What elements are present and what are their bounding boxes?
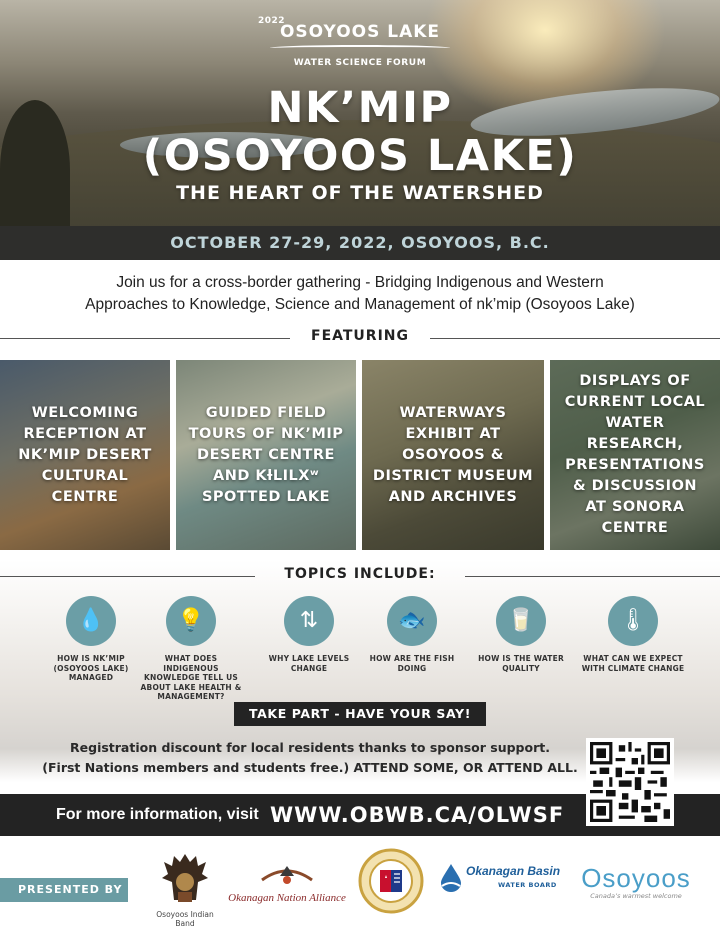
feature-tile-label: DISPLAYS OF CURRENT LOCAL WATER RESEARCH, PRESENTATIONS & DISCUSSION AT SONORA CENTRE bbox=[564, 373, 706, 536]
okanagan-basin-water-board-logo-icon bbox=[438, 862, 464, 892]
partner-caption: Osoyoos Indian Band bbox=[156, 910, 214, 928]
registration-line-1: Registration discount for local residents thanks to sponsor support. bbox=[70, 740, 550, 755]
international-joint-commission-seal-icon bbox=[358, 848, 424, 914]
hero-banner bbox=[0, 0, 720, 226]
partner-international-joint-commission bbox=[356, 848, 426, 918]
feature-tiles bbox=[0, 360, 720, 550]
topic-caption: HOW ARE THE FISH DOING bbox=[369, 654, 455, 673]
water-glass-icon: 🥛 bbox=[496, 596, 546, 646]
featuring-heading bbox=[0, 328, 720, 348]
thermometer-icon: 🌡 bbox=[608, 596, 658, 646]
partner-osoyoos-indian-band bbox=[148, 852, 222, 928]
partner-osoyoos-town bbox=[576, 864, 696, 900]
topic-caption: WHAT DOES INDIGENOUS KNOWLEDGE TELL US ABOUT LAKE HEALTH & MANAGEMENT? bbox=[140, 654, 242, 701]
page-headline bbox=[0, 84, 720, 180]
topic-indigenous-knowledge bbox=[136, 596, 246, 702]
feature-tile-displays bbox=[550, 360, 720, 550]
feature-tile-label: WELCOMING RECEPTION AT NK’MIP DESERT CULTURAL CENTRE bbox=[18, 404, 152, 505]
topics-heading bbox=[0, 566, 720, 586]
registration-line-2: (First Nations members and students free.) ATTEND SOME, OR ATTEND ALL. bbox=[42, 760, 578, 775]
feature-tile-label: WATERWAYS EXHIBIT AT OSOYOOS & DISTRICT MUSEUM AND ARCHIVES bbox=[372, 404, 534, 505]
feature-tile-field-tours bbox=[176, 360, 356, 550]
partner-subcaption: WATER BOARD bbox=[498, 881, 557, 889]
headline-line-2: (OSOYOOS LAKE) bbox=[142, 131, 578, 181]
logo-subtitle: WATER SCIENCE FORUM bbox=[293, 58, 427, 68]
logo-wave-icon bbox=[270, 45, 450, 51]
headline-line-1: NK’MIP bbox=[267, 83, 453, 133]
presented-by-label: PRESENTED BY bbox=[0, 878, 128, 902]
intro-line-2: Approaches to Knowledge, Science and Management of nk’mip (Osoyoos Lake) bbox=[85, 296, 635, 313]
okanagan-nation-alliance-logo-icon bbox=[242, 862, 332, 888]
qr-code-icon[interactable] bbox=[586, 738, 674, 826]
info-lead-text: For more information, visit bbox=[56, 806, 259, 823]
intro-line-1: Join us for a cross-border gathering - Bridging Indigenous and Western bbox=[116, 274, 604, 291]
take-part-banner: TAKE PART - HAVE YOUR SAY! bbox=[234, 702, 486, 726]
partner-caption: Okanagan Nation Alliance bbox=[228, 892, 346, 904]
topic-caption: HOW IS THE WATER QUALITY bbox=[478, 654, 564, 673]
osoyoos-indian-band-logo-icon bbox=[160, 852, 210, 906]
feature-tile-reception bbox=[0, 360, 170, 550]
feature-tile-waterways-exhibit bbox=[362, 360, 544, 550]
partner-caption: Okanagan Basin bbox=[466, 864, 561, 878]
topic-caption: WHY LAKE LEVELS CHANGE bbox=[268, 654, 350, 673]
qr-code-graphic bbox=[590, 742, 670, 822]
topic-caption: WHAT CAN WE EXPECT WITH CLIMATE CHANGE bbox=[581, 654, 685, 673]
logo-year: 2022 bbox=[258, 16, 286, 26]
date-location-band: OCTOBER 27-29, 2022, OSOYOOS, B.C. bbox=[0, 226, 720, 260]
topic-lake-levels bbox=[254, 596, 364, 673]
water-level-icon: ⇅ bbox=[284, 596, 334, 646]
logo-title: OSOYOOS LAKE bbox=[279, 22, 441, 42]
lightbulb-icon: 💡 bbox=[166, 596, 216, 646]
topic-water-quality bbox=[466, 596, 576, 673]
osoyoos-town-logo-icon: Osoyoos bbox=[581, 863, 691, 893]
intro-text bbox=[30, 272, 690, 316]
info-url-link[interactable]: WWW.OBWB.CA/OLWSF bbox=[270, 803, 565, 827]
fish-icon: 🐟 bbox=[387, 596, 437, 646]
feature-tile-label: GUIDED FIELD TOURS OF NK’MIP DESERT CENTRE AND KƚLILXʷ SPOTTED LAKE bbox=[188, 404, 344, 505]
partner-okanagan-nation-alliance bbox=[228, 862, 346, 904]
water-drop-hand-icon: 💧 bbox=[66, 596, 116, 646]
topic-management bbox=[36, 596, 146, 683]
tagline: THE HEART OF THE WATERSHED bbox=[176, 182, 544, 204]
featuring-label: FEATURING bbox=[311, 328, 409, 344]
registration-text bbox=[36, 738, 584, 778]
partner-subcaption: Canada’s warmest welcome bbox=[590, 892, 682, 900]
topic-fish bbox=[357, 596, 467, 673]
topic-climate-change bbox=[578, 596, 688, 673]
topics-label: TOPICS INCLUDE: bbox=[284, 566, 436, 582]
topic-caption: HOW IS NK’MIP (OSOYOOS LAKE) MANAGED bbox=[53, 654, 129, 682]
